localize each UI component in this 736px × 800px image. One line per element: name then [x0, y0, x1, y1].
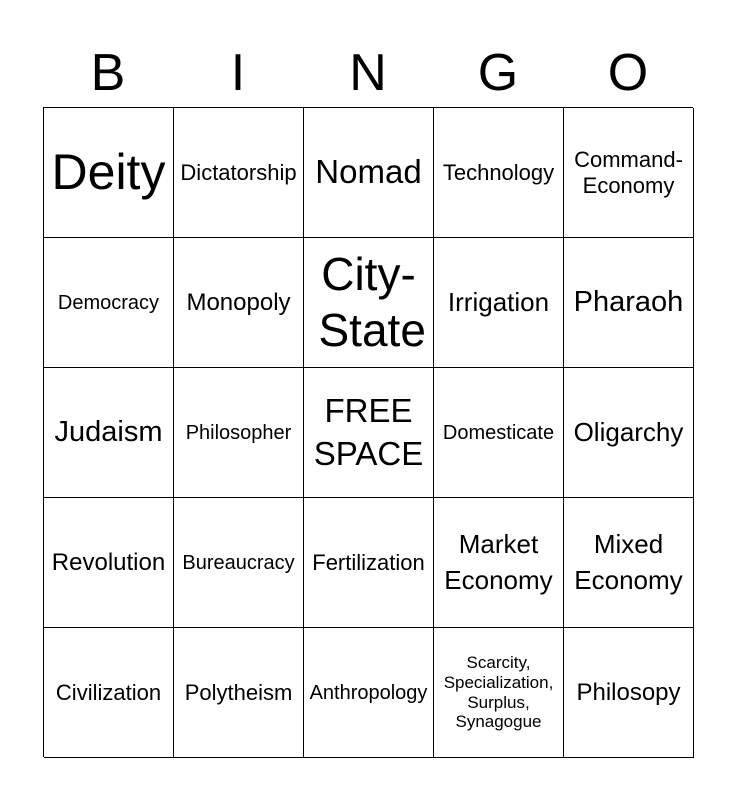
- bingo-cell: [434, 108, 564, 238]
- bingo-cell: [44, 238, 174, 368]
- cell-text: Civilization: [55, 679, 162, 705]
- bingo-cell: [564, 238, 694, 368]
- bingo-cell: [304, 108, 434, 238]
- bingo-cell: [174, 238, 304, 368]
- bingo-cell: [174, 368, 304, 498]
- bingo-cell: [174, 628, 304, 758]
- bingo-cell: [174, 498, 304, 628]
- bingo-cell: [434, 498, 564, 628]
- bingo-cell: [564, 108, 694, 238]
- bingo-cell: [44, 628, 174, 758]
- bingo-board: [43, 107, 693, 757]
- cell-text: City-State: [318, 248, 426, 356]
- cell-text: Philosopher: [185, 421, 292, 444]
- header-letter-n: N: [349, 44, 387, 102]
- cell-text: Irrigation: [447, 286, 550, 317]
- cell-text: Fertilization: [312, 549, 425, 575]
- bingo-cell: [304, 368, 434, 498]
- cell-text: Mixed Economy: [574, 529, 683, 595]
- cell-text: Market Economy: [444, 529, 553, 595]
- cell-text: Pharaoh: [573, 285, 684, 318]
- cell-text: Philosopy: [576, 678, 681, 706]
- bingo-cell: [434, 368, 564, 498]
- bingo-cell: [564, 368, 694, 498]
- bingo-cell: [44, 108, 174, 238]
- header-letter-o: O: [607, 44, 649, 102]
- cell-text: Domesticate: [442, 421, 555, 444]
- bingo-cell: [564, 628, 694, 758]
- bingo-cell: [434, 628, 564, 758]
- cell-text: Revolution: [51, 548, 166, 576]
- bingo-cell: [304, 238, 434, 368]
- bingo-cell: [44, 368, 174, 498]
- bingo-cell: [564, 498, 694, 628]
- cell-text: Judaism: [54, 415, 163, 448]
- bingo-cell: [434, 238, 564, 368]
- bingo-cell: [304, 628, 434, 758]
- bingo-cell: [304, 498, 434, 628]
- bingo-header: [43, 40, 693, 106]
- cell-text: Nomad: [315, 153, 422, 191]
- cell-text: Bureaucracy: [182, 551, 295, 574]
- cell-text: Oligarchy: [573, 416, 684, 447]
- cell-text: Monopoly: [186, 288, 291, 316]
- cell-text: Polytheism: [184, 679, 293, 705]
- header-letter-i: I: [230, 44, 246, 102]
- cell-text: Democracy: [57, 291, 160, 314]
- cell-text: Command-Economy: [574, 147, 683, 198]
- bingo-cell: [174, 108, 304, 238]
- cell-text: Dictatorship: [180, 159, 297, 185]
- header-letter-g: G: [477, 44, 519, 102]
- cell-text: Scarcity, Specialization, Surplus, Synagogue: [443, 653, 554, 732]
- cell-text: Technology: [442, 159, 555, 185]
- cell-text: Deity: [51, 143, 166, 200]
- header-letter-b: B: [90, 44, 126, 102]
- bingo-cell: [44, 498, 174, 628]
- cell-text: Anthropology: [309, 681, 428, 704]
- free-space-text: FREE SPACE: [313, 391, 424, 472]
